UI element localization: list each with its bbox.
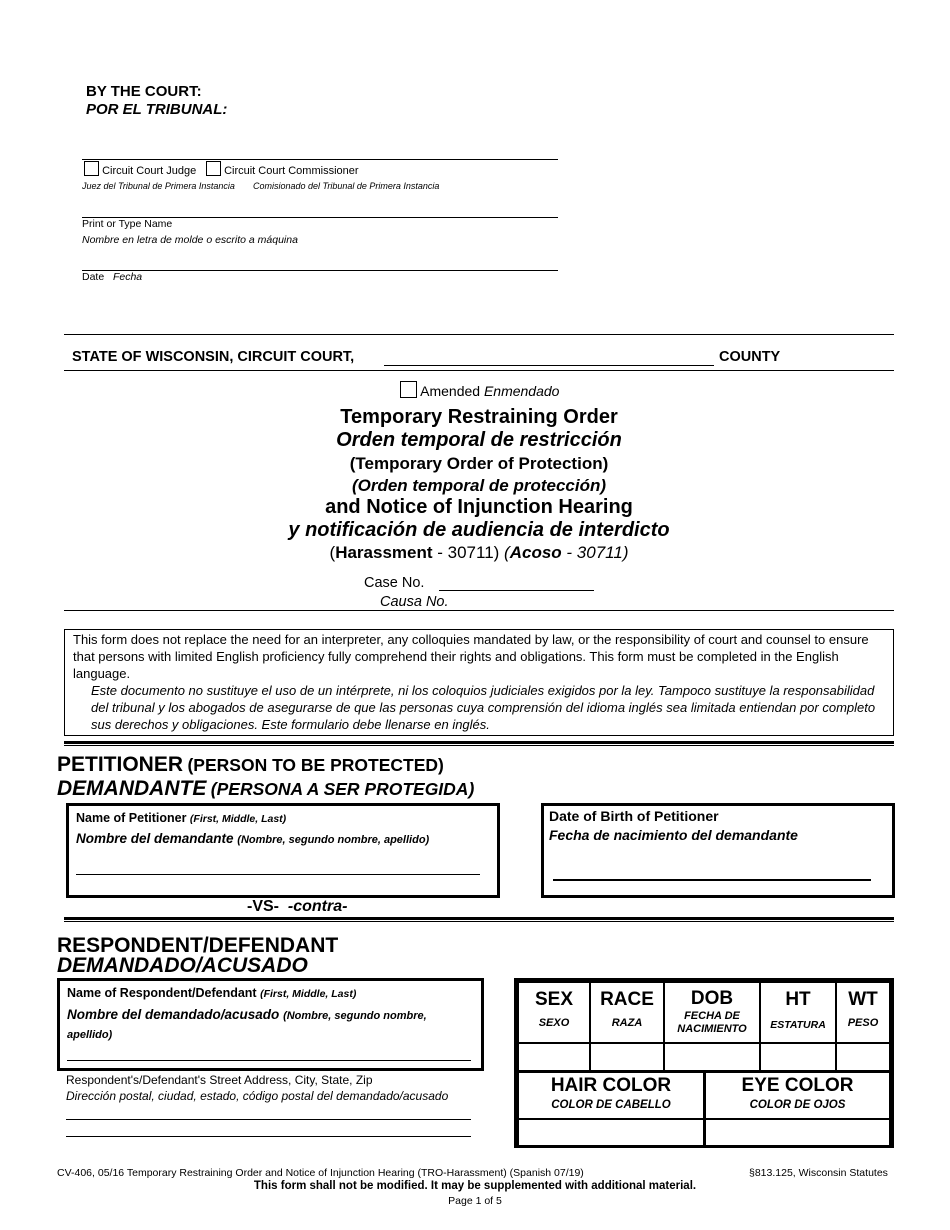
sex-header: SEX SEXO xyxy=(518,982,590,1043)
statute-reference: §813.125, Wisconsin Statutes xyxy=(749,1167,888,1179)
judge-option[interactable] xyxy=(84,161,196,177)
versus-en: -VS- xyxy=(247,898,279,915)
amended-option[interactable] xyxy=(400,381,559,399)
respondent-name-box[interactable] xyxy=(57,978,484,1071)
county-label: COUNTY xyxy=(719,349,781,365)
title-line-2: Orden temporal de restricción xyxy=(336,429,622,451)
hair-eye-table xyxy=(517,1070,891,1148)
title-line-5: and Notice of Injunction Hearing xyxy=(325,496,633,518)
petitioner-dob-label: Date of Birth of Petitioner xyxy=(549,808,719,824)
title-line-6: y notificación de audiencia de interdicto xyxy=(288,519,670,541)
petitioner-name-label-es: Nombre del demandante (Nombre, segundo nombre, apellido) xyxy=(76,831,430,846)
amended-label: Amended xyxy=(420,383,481,399)
date-label xyxy=(82,271,142,283)
ht-header: HT ESTATURA xyxy=(760,982,836,1043)
petitioner-name-line[interactable] xyxy=(76,874,480,875)
petitioner-name-hint: (First, Middle, Last) xyxy=(189,813,287,825)
dob-value[interactable] xyxy=(664,1043,760,1071)
petitioner-dob-line[interactable] xyxy=(553,879,871,881)
versus-es: -contra- xyxy=(287,898,348,915)
respondent-name-hint: (First, Middle, Last) xyxy=(260,988,357,1000)
hair-color-value[interactable] xyxy=(518,1119,705,1147)
petitioner-heading-es: DEMANDANTE xyxy=(57,777,207,800)
title-line-4: (Orden temporal de protección) xyxy=(351,476,607,495)
judge-label: Circuit Court Judge xyxy=(102,165,197,177)
harassment-label: Harassment xyxy=(335,543,433,562)
petitioner-heading xyxy=(57,753,444,777)
ht-value[interactable] xyxy=(760,1043,836,1071)
amended-label-es: Enmendado xyxy=(483,383,560,399)
race-header: RACE RAZA xyxy=(590,982,664,1043)
wt-value[interactable] xyxy=(836,1043,890,1071)
commissioner-label: Circuit Court Commissioner xyxy=(224,165,359,177)
petitioner-heading-es-sub: (PERSONA A SER PROTEGIDA) xyxy=(210,779,475,799)
sex-value[interactable] xyxy=(518,1043,590,1071)
judge-label-es: Juez del Tribunal de Primera Instancia xyxy=(82,181,235,191)
title-line-1: Temporary Restraining Order xyxy=(340,406,618,428)
versus-label xyxy=(247,898,347,916)
by-the-court-label: BY THE COURT: xyxy=(86,83,202,100)
respondent-name-label: Name of Respondent/Defendant (First, Middle, Last) xyxy=(67,986,357,1000)
petitioner-name-hint-es: (Nombre, segundo nombre, apellido) xyxy=(237,834,430,846)
wt-header: WT PESO xyxy=(836,982,890,1043)
hair-color-header: HAIR COLOR COLOR DE CABELLO xyxy=(518,1072,705,1119)
state-court-label: STATE OF WISCONSIN, CIRCUIT COURT, xyxy=(72,349,355,365)
date-label-es: Fecha xyxy=(112,271,143,283)
print-name-label-es: Nombre en letra de molde o escrito a máquina xyxy=(82,234,298,246)
signature-line xyxy=(82,159,558,160)
demandante-heading xyxy=(57,777,474,801)
respondent-address-line-1[interactable] xyxy=(66,1119,471,1120)
respondent-address-line-2[interactable] xyxy=(66,1136,471,1137)
case-no-label-es: Causa No. xyxy=(380,594,449,610)
print-name-label: Print or Type Name xyxy=(82,218,173,230)
petitioner-heading-en: PETITIONER xyxy=(57,753,184,776)
acoso-label: Acoso xyxy=(509,543,562,562)
respondent-name-hint-es: (Nombre, segundo nombre, apellido) xyxy=(67,1010,427,1041)
race-value[interactable] xyxy=(590,1043,664,1071)
date-label-en: Date xyxy=(82,271,105,283)
commissioner-label-es: Comisionado del Tribunal de Primera Instancia xyxy=(253,181,440,191)
case-bottom-rule xyxy=(64,610,894,611)
notice-english: This form does not replace the need for an interpreter, any colloquies mandated by law, or the responsibility of court and counsel to ensure that persons with limited English proficiency fully comprehend their rights and obligations. This form must be completed in the English language. xyxy=(73,632,869,681)
commissioner-option[interactable] xyxy=(206,161,359,177)
petitioner-name-box[interactable] xyxy=(66,803,500,898)
respondent-address-label-es: Dirección postal, ciudad, estado, código postal del demandado/acusado xyxy=(66,1089,449,1103)
county-name-line[interactable] xyxy=(384,365,714,366)
respondent-name-line[interactable] xyxy=(67,1060,471,1061)
amended-checkbox[interactable] xyxy=(400,381,417,398)
respondent-address-label: Respondent's/Defendant's Street Address, City, State, Zip xyxy=(66,1073,373,1087)
respondent-heading-es: DEMANDADO/ACUSADO xyxy=(57,954,308,977)
petitioner-dob-box[interactable] xyxy=(541,803,895,898)
interpreter-notice xyxy=(64,629,894,736)
case-no-line[interactable] xyxy=(439,590,594,591)
section-divider xyxy=(64,741,894,746)
judge-checkbox[interactable] xyxy=(84,161,99,176)
harassment-code: - 30711) xyxy=(437,543,500,562)
eye-color-header: EYE COLOR COLOR DE OJOS xyxy=(705,1072,891,1119)
title-line-3: (Temporary Order of Protection) xyxy=(349,454,609,473)
por-el-tribunal-label: POR EL TRIBUNAL: xyxy=(86,101,228,118)
notice-spanish: Este documento no sustituye el uso de un intérprete, ni los coloquios judiciales exigidos por la ley. Tampoco sustituye la responsabilidad del tribunal y los abogados de asegurarse de que las personas cuya comprensión del idioma inglés sea limitada entiendan por completo sus derechos y obligaciones. Este formulario debe llenarse en inglés. xyxy=(91,683,876,732)
form-title xyxy=(0,406,950,564)
respondent-heading: RESPONDENT/DEFENDANT xyxy=(57,934,339,957)
modification-notice: This form shall not be modified. It may be supplemented with additional material. xyxy=(253,1180,697,1192)
respondent-name-label-es: Nombre del demandado/acusado (Nombre, segundo nombre, apellido) xyxy=(67,1007,427,1041)
case-no-label: Case No. xyxy=(364,575,425,591)
respondent-descriptors-table xyxy=(517,981,891,1072)
eye-color-value[interactable] xyxy=(705,1119,891,1147)
commissioner-checkbox[interactable] xyxy=(206,161,221,176)
petitioner-dob-label-es: Fecha de nacimiento del demandante xyxy=(549,827,798,843)
page-number: Page 1 of 5 xyxy=(448,1195,502,1207)
date-line[interactable] xyxy=(82,270,558,271)
petitioner-heading-en-sub: (PERSON TO BE PROTECTED) xyxy=(187,755,444,775)
form-id: CV-406, 05/16 Temporary Restraining Order and Notice of Injunction Hearing (TRO-Harassment) (Spanish 07/19) xyxy=(57,1167,584,1179)
dob-header: DOB FECHA DE NACIMIENTO xyxy=(664,982,760,1043)
title-line-7: (Harassment - 30711) (Acoso - 30711) xyxy=(329,543,629,562)
acoso-code: - 30711) xyxy=(566,543,629,562)
caption-top-rule xyxy=(64,334,894,335)
versus-divider xyxy=(64,917,894,922)
caption-bottom-rule xyxy=(64,370,894,371)
petitioner-name-label: Name of Petitioner (First, Middle, Last) xyxy=(76,811,287,825)
